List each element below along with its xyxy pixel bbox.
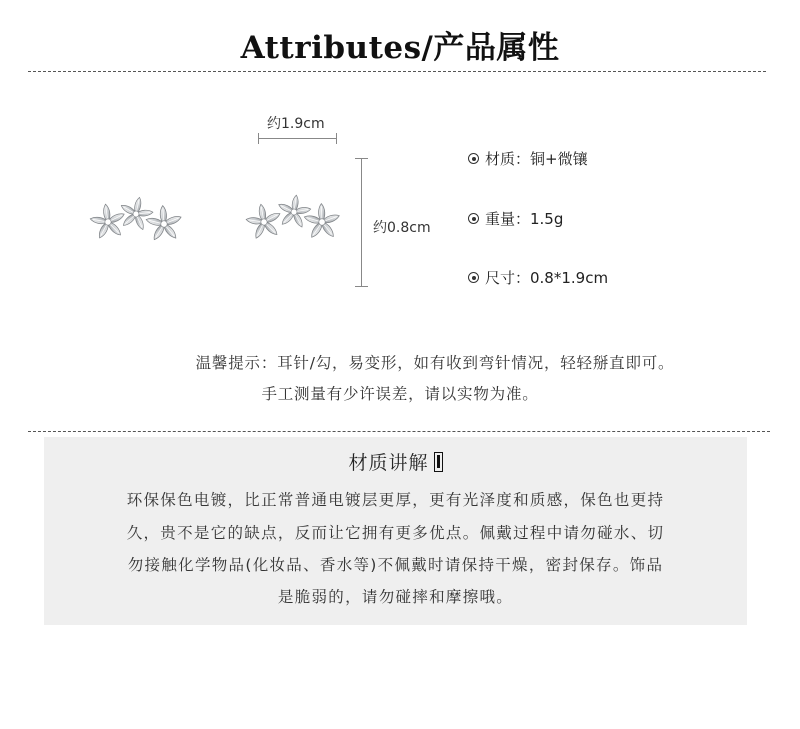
attribute-weight	[468, 208, 563, 229]
attribute-weight-text: 重量：1.5g	[485, 210, 564, 228]
material-line-4: 是脆弱的，请勿碰摔和摩擦哦。	[277, 588, 514, 606]
tip-line-1: 温馨提示：耳针/勾，易变形，如有收到弯针情况，轻轻掰直即可。	[195, 354, 675, 372]
attribute-size	[468, 267, 608, 288]
height-dimension-cap-top	[355, 158, 368, 159]
width-dimension-cap-left	[258, 133, 259, 144]
text-cursor-icon	[434, 452, 443, 472]
bullet-icon	[468, 213, 479, 224]
material-line-2: 久，贵不是它的缺点，反而让它拥有更多优点。佩戴过程中请勿碰水、切	[126, 524, 665, 542]
divider-bottom	[28, 431, 770, 432]
tip-line-2: 手工测量有少许误差，请以实物为准。	[261, 385, 539, 403]
height-dimension-cap-bottom	[355, 286, 368, 287]
attribute-material-text: 材质：铜+微镶	[485, 150, 588, 168]
height-dimension-line	[361, 158, 362, 286]
bullet-icon	[468, 153, 479, 164]
divider-top	[28, 71, 766, 72]
earring-image-left	[86, 190, 192, 250]
bullet-icon	[468, 272, 479, 283]
width-dimension-line	[258, 138, 336, 139]
width-label: 约1.9cm	[267, 116, 325, 132]
earring-image-right	[242, 188, 348, 250]
material-title-text: 材质讲解	[348, 452, 429, 474]
material-line-1: 环保保色电镀，比正常普通电镀层更厚，更有光泽度和质感，保色也更持	[126, 491, 665, 509]
height-label: 约0.8cm	[373, 220, 431, 236]
attribute-material	[468, 148, 588, 169]
attribute-size-text: 尺寸：0.8*1.9cm	[485, 269, 609, 287]
width-dimension-cap-right	[336, 133, 337, 144]
material-panel	[44, 437, 747, 625]
material-title	[44, 448, 747, 475]
page-title: Attributes/产品属性	[240, 30, 560, 66]
material-line-3: 勿接触化学物品(化妆品、香水等)不佩戴时请保持干燥，密封保存。饰品	[127, 556, 664, 574]
